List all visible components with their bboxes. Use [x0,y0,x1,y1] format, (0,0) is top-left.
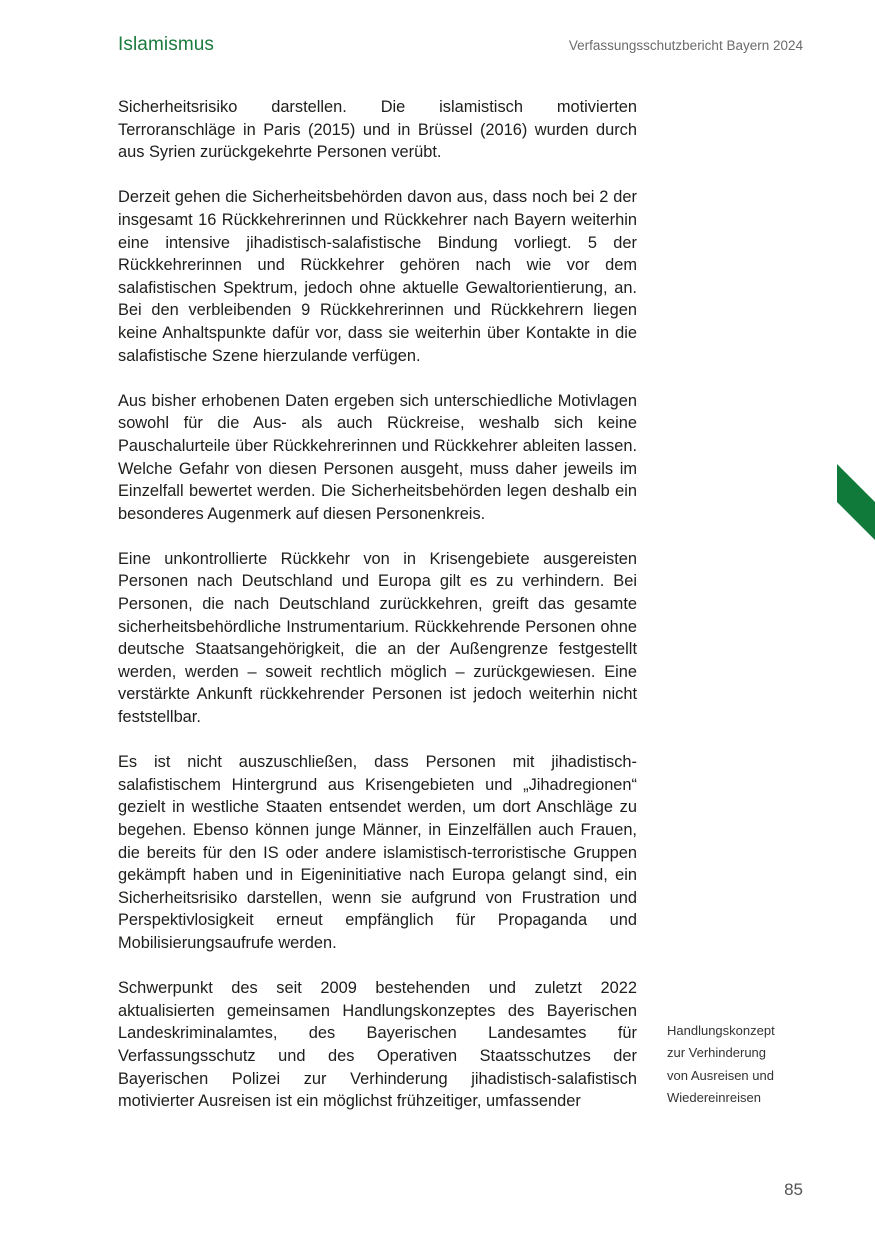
margin-note [667,1020,817,1110]
margin-note-line: Handlungskonzept [667,1023,775,1038]
paragraph-5: Es ist nicht auszuschließen, dass Personen mit jihadistisch-salafistischem Hintergrund aus Krisengebieten und „Jihadregionen“ gezielt in westliche Staaten entsendet werden, um dort Anschläge zu begehen. Ebenso können junge Männer, in Einzelfällen auch Frauen, die bereits für den IS oder andere islamistisch-terroristische Gruppen gekämpft haben und in Eigeninitiative nach Europa gelangt sind, ein Sicherheitsrisiko darstellen, wenn sie aufgrund von Frustration und Perspektivlosigkeit erneut empfänglich für Propaganda und Mobilisierungsaufrufe werden. [118,753,637,952]
margin-note-line: von Ausreisen und [667,1067,774,1083]
paragraph-4: Eine unkontrollierte Rückkehr von in Krisengebiete ausgereisten Personen nach Deutschland und Europa gilt es zu verhindern. Bei Personen, die nach Deutschland zurückkehren, greift das gesamte sicherheitsbehördliche Instrumentarium. Rückkehrende Personen ohne deutsche Staatsangehörigkeit, die an der Außengrenze festgestellt werden, werden – soweit rechtlich möglich – zurückgewiesen. Eine verstärkte Ankunft rückkehrender Personen ist jedoch weiterhin nicht feststellbar. [118,549,637,727]
paragraph-3: Aus bisher erhobenen Daten ergeben sich unterschiedliche Motivlagen sowohl für die Aus- als auch Rückreise, weshalb sich keine Pauschalurteile über Rückkehrerinnen und Rückkehrer ableiten lassen. Welche Gefahr von diesen Personen ausgeht, muss daher jeweils im Einzelfall bewertet werden. Die Sicherheitsbehörden legen deshalb ein besonderes Augenmerk auf diesen Personenkreis. [118,391,637,523]
chapter-thumb-tab-shape [837,464,875,540]
report-title: Verfassungsschutzbericht Bayern 2024 [568,38,803,53]
page-number: 85 [784,1180,803,1199]
paragraph-6: Schwerpunkt des seit 2009 bestehenden und zuletzt 2022 aktualisierten gemeinsamen Handlungskonzeptes des Bayerischen Landeskriminalamtes, des Bayerischen Landesamtes für Verfassungsschutz und des Operativen Staatsschutzes der Bayerischen Polizei zur Verhinderung jihadistisch-salafistisch motivierter Ausreisen ist ein möglichst frühzeitiger, umfassender [118,979,637,1111]
section-title: Islamismus [118,34,215,55]
chapter-thumb-tab [837,464,875,540]
main-text [118,96,637,1135]
paragraph-2: Derzeit gehen die Sicherheitsbehörden davon aus, dass noch bei 2 der insgesamt 16 Rückkehrerinnen und Rückkehrer nach Bayern weiterhin eine intensive jihadistisch-salafistische Bindung vorliegt. 5 der Rückkehrerinnen und Rückkehrer gehören nach wie vor dem salafistischen Spektrum, jedoch ohne aktuelle Gewaltorientierung, an. Bei den verbleibenden 9 Rückkehrerinnen und Rückkehrern liegen keine Anhaltspunkte dafür vor, dass sie weiterhin über Kontakte in die salafistische Szene hierzulande verfügen. [118,188,637,365]
paragraph-1: Sicherheitsrisiko darstellen. Die islamistisch motivierten Terroranschläge in Paris (2015) und in Brüssel (2016) wurden durch aus Syrien zurückgekehrte Personen verübt. [118,98,637,162]
margin-note-line: Wiedereinreisen [667,1090,761,1106]
margin-note-line: zur Verhinderung [667,1045,767,1061]
